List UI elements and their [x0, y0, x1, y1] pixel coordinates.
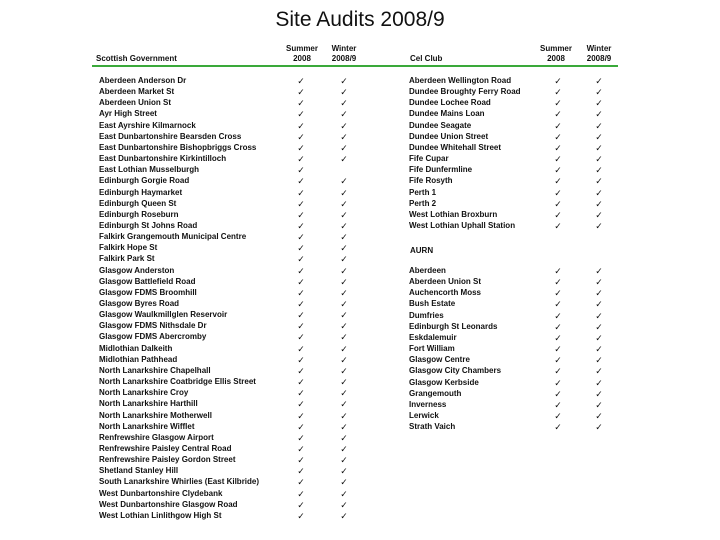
winter-check-icon: ✓	[595, 220, 603, 231]
winter-check-icon: ✓	[595, 142, 603, 153]
site-name: Edinburgh St Johns Road	[99, 220, 198, 230]
site-name: East Dunbartonshire Bearsden Cross	[99, 131, 242, 141]
winter-check-icon: ✓	[340, 243, 348, 254]
summer-check-icon: ✓	[297, 321, 305, 332]
site-name: Aberdeen Market St	[99, 87, 175, 97]
winter-check-icon: ✓	[595, 377, 603, 388]
winter-check-icon: ✓	[595, 120, 603, 131]
summer-check-icon: ✓	[554, 332, 562, 343]
summer-check-icon: ✓	[297, 165, 305, 176]
winter-check-icon: ✓	[595, 176, 603, 187]
site-name: Falkirk Hope St	[99, 243, 158, 253]
winter-check-icon: ✓	[595, 310, 603, 321]
winter-check-icon: ✓	[340, 455, 348, 466]
winter-check-icon: ✓	[340, 488, 348, 499]
summer-check-icon: ✓	[297, 399, 305, 410]
summer-check-icon: ✓	[554, 388, 562, 399]
summer-check-icon: ✓	[297, 477, 305, 488]
summer-check-icon: ✓	[554, 288, 562, 299]
site-name: Renfrewshire Glasgow Airport	[99, 432, 214, 442]
site-name: Renfrewshire Paisley Gordon Street	[99, 455, 236, 465]
summer-check-icon: ✓	[554, 399, 562, 410]
winter-check-icon: ✓	[340, 254, 348, 265]
winter-check-icon: ✓	[595, 87, 603, 98]
winter-check-icon: ✓	[340, 131, 348, 142]
summer-check-icon: ✓	[297, 455, 305, 466]
site-name: Grangemouth	[409, 388, 462, 398]
site-name: West Lothian Linlithgow High St	[99, 510, 222, 520]
site-name: Aberdeen Union St	[99, 98, 172, 108]
summer-check-icon: ✓	[297, 410, 305, 421]
site-name: North Lanarkshire Coatbridge Ellis Street	[99, 377, 256, 387]
summer-check-icon: ✓	[297, 176, 305, 187]
winter-check-icon: ✓	[595, 154, 603, 165]
summer-check-icon: ✓	[554, 198, 562, 209]
site-name: Renfrewshire Paisley Central Road	[99, 443, 232, 453]
site-name: North Lanarkshire Harthill	[99, 399, 198, 409]
summer-check-icon: ✓	[297, 120, 305, 131]
winter-check-icon: ✓	[595, 299, 603, 310]
site-name: Perth 1	[409, 187, 437, 197]
summer-check-icon: ✓	[554, 176, 562, 187]
site-name: Midlothian Pathhead	[99, 354, 178, 364]
site-name: Bush Estate	[409, 299, 456, 309]
summer-check-icon: ✓	[297, 131, 305, 142]
site-name: Glasgow Kerbside	[409, 377, 479, 387]
summer-check-icon: ✓	[554, 120, 562, 131]
site-name: Auchencorth Moss	[409, 288, 482, 298]
summer-check-icon: ✓	[554, 344, 562, 355]
site-name: Edinburgh Queen St	[99, 198, 177, 208]
site-name: Midlothian Dalkeith	[99, 343, 173, 353]
summer-check-icon: ✓	[297, 354, 305, 365]
winter-check-icon: ✓	[595, 165, 603, 176]
winter-check-icon: ✓	[340, 209, 348, 220]
summer-check-icon: ✓	[297, 510, 305, 521]
winter-check-icon: ✓	[340, 176, 348, 187]
summer-check-icon: ✓	[554, 98, 562, 109]
site-name: Glasgow FDMS Nithsdale Dr	[99, 321, 207, 331]
site-name: West Lothian Uphall Station	[409, 220, 516, 230]
summer-check-icon: ✓	[297, 488, 305, 499]
site-name: Glasgow Byres Road	[99, 299, 180, 308]
site-name: Fife Cupar	[409, 154, 449, 164]
left-summer-header-line2: 2008	[293, 54, 311, 63]
summer-check-icon: ✓	[297, 466, 305, 477]
summer-check-icon: ✓	[554, 220, 562, 231]
winter-check-icon: ✓	[340, 377, 348, 388]
summer-check-icon: ✓	[554, 131, 562, 142]
winter-check-icon: ✓	[340, 321, 348, 332]
summer-check-icon: ✓	[297, 310, 305, 321]
summer-check-icon: ✓	[554, 142, 562, 153]
winter-check-icon: ✓	[595, 344, 603, 355]
summer-check-icon: ✓	[297, 388, 305, 399]
winter-check-icon: ✓	[340, 332, 348, 343]
site-name: Aberdeen Anderson Dr	[99, 76, 187, 85]
site-name: Aberdeen Wellington Road	[409, 76, 512, 85]
winter-check-icon: ✓	[595, 388, 603, 399]
winter-check-icon: ✓	[595, 277, 603, 288]
site-name: North Lanarkshire Chapelhall	[99, 365, 211, 375]
site-name: Glasgow City Chambers	[409, 366, 502, 376]
site-name: Perth 2	[409, 198, 437, 208]
left-section-label: Scottish Government	[96, 54, 177, 63]
site-name: Edinburgh Gorgie Road	[99, 176, 190, 186]
left-winter-header-line2: 2008/9	[331, 54, 357, 63]
site-name: Dumfries	[409, 310, 444, 320]
site-name: Inverness	[409, 399, 447, 409]
summer-check-icon: ✓	[297, 187, 305, 198]
summer-check-icon: ✓	[297, 265, 305, 276]
summer-check-icon: ✓	[297, 198, 305, 209]
summer-check-icon: ✓	[297, 142, 305, 153]
right-summer-header-line1: Summer	[539, 44, 572, 53]
summer-check-icon: ✓	[297, 243, 305, 254]
summer-check-icon: ✓	[297, 421, 305, 432]
summer-check-icon: ✓	[554, 109, 562, 120]
summer-check-icon: ✓	[297, 432, 305, 443]
winter-check-icon: ✓	[340, 466, 348, 477]
winter-check-icon: ✓	[340, 443, 348, 454]
summer-check-icon: ✓	[297, 87, 305, 98]
summer-check-icon: ✓	[554, 209, 562, 220]
summer-check-icon: ✓	[554, 266, 562, 276]
winter-check-icon: ✓	[595, 198, 603, 209]
right-section-label: Cel Club	[410, 54, 443, 63]
summer-check-icon: ✓	[297, 276, 305, 287]
winter-check-icon: ✓	[595, 76, 603, 86]
aurn-section-label: AURN	[410, 246, 434, 255]
right-winter-header	[577, 44, 621, 64]
winter-check-icon: ✓	[595, 98, 603, 109]
page-title: Site Audits 2008/9	[275, 8, 445, 31]
winter-check-icon: ✓	[340, 287, 348, 298]
site-name: Glasgow Waulkmillglen Reservoir	[99, 310, 228, 320]
summer-check-icon: ✓	[554, 422, 562, 433]
summer-check-icon: ✓	[297, 299, 305, 309]
winter-check-icon: ✓	[595, 410, 603, 421]
site-name: Fort William	[409, 344, 455, 354]
left-winter-header-line1: Winter	[331, 44, 357, 53]
site-name: Lerwick	[409, 410, 439, 420]
summer-check-icon: ✓	[554, 410, 562, 421]
summer-check-icon: ✓	[554, 321, 562, 332]
winter-check-icon: ✓	[340, 354, 348, 365]
summer-check-icon: ✓	[297, 154, 305, 165]
winter-check-icon: ✓	[340, 154, 348, 165]
summer-check-icon: ✓	[297, 332, 305, 343]
site-name: North Lanarkshire Wifflet	[99, 421, 195, 431]
winter-check-icon: ✓	[340, 98, 348, 109]
winter-check-icon: ✓	[595, 321, 603, 332]
summer-check-icon: ✓	[554, 377, 562, 388]
winter-check-icon: ✓	[595, 187, 603, 198]
winter-check-icon: ✓	[340, 432, 348, 443]
right-winter-header-line1: Winter	[586, 44, 612, 53]
summer-check-icon: ✓	[297, 232, 305, 243]
summer-check-icon: ✓	[297, 209, 305, 220]
site-name: Glasgow FDMS Abercromby	[99, 332, 207, 342]
winter-check-icon: ✓	[340, 232, 348, 243]
site-name: Dundee Union Street	[409, 131, 489, 141]
winter-check-icon: ✓	[340, 388, 348, 399]
summer-check-icon: ✓	[297, 76, 305, 86]
site-name: Glasgow Anderston	[99, 265, 175, 275]
winter-check-icon: ✓	[340, 399, 348, 410]
summer-check-icon: ✓	[297, 109, 305, 120]
site-name: North Lanarkshire Croy	[99, 388, 189, 398]
summer-check-icon: ✓	[554, 87, 562, 98]
winter-check-icon: ✓	[595, 399, 603, 410]
site-name: Edinburgh St Leonards	[409, 321, 498, 331]
site-name: Strath Vaich	[409, 422, 456, 432]
winter-check-icon: ✓	[340, 343, 348, 354]
site-name: Edinburgh Haymarket	[99, 187, 183, 197]
site-name: South Lanarkshire Whirlies (East Kilbride)	[99, 477, 260, 487]
site-name: Shetland Stanley Hill	[99, 466, 179, 476]
site-name: West Lothian Broxburn	[409, 209, 498, 219]
winter-check-icon: ✓	[340, 477, 348, 488]
right-winter-header-line2: 2008/9	[586, 54, 612, 63]
summer-check-icon: ✓	[297, 377, 305, 388]
winter-check-icon: ✓	[595, 131, 603, 142]
summer-check-icon: ✓	[554, 76, 562, 86]
site-name: Glasgow Battlefield Road	[99, 276, 196, 286]
summer-check-icon: ✓	[554, 366, 562, 377]
summer-check-icon: ✓	[554, 165, 562, 176]
site-name: Dundee Broughty Ferry Road	[409, 87, 521, 97]
site-name: Glasgow Centre	[409, 355, 470, 365]
winter-check-icon: ✓	[340, 421, 348, 432]
site-name: Aberdeen	[409, 266, 446, 275]
winter-check-icon: ✓	[595, 422, 603, 433]
site-name: Fife Rosyth	[409, 176, 453, 186]
winter-check-icon: ✓	[595, 355, 603, 366]
summer-check-icon: ✓	[554, 355, 562, 366]
site-name: Fife Dunfermline	[409, 165, 473, 175]
winter-check-icon: ✓	[340, 76, 348, 86]
winter-check-icon: ✓	[340, 510, 348, 521]
winter-check-icon: ✓	[340, 198, 348, 209]
summer-check-icon: ✓	[554, 154, 562, 165]
summer-check-icon: ✓	[297, 220, 305, 231]
site-name: Dundee Whitehall Street	[409, 142, 502, 152]
summer-check-icon: ✓	[554, 310, 562, 321]
site-name: Ayr High Street	[99, 109, 157, 119]
winter-check-icon: ✓	[595, 288, 603, 299]
left-summer-header-line1: Summer	[285, 44, 318, 53]
site-name: East Lothian Musselburgh	[99, 165, 200, 175]
site-name: West Dunbartonshire Clydebank	[99, 488, 223, 498]
left-winter-header	[322, 44, 366, 64]
summer-check-icon: ✓	[297, 365, 305, 376]
winter-check-icon: ✓	[340, 365, 348, 376]
winter-check-icon: ✓	[340, 410, 348, 421]
winter-check-icon: ✓	[340, 299, 348, 309]
winter-check-icon: ✓	[595, 266, 603, 276]
winter-check-icon: ✓	[340, 499, 348, 510]
summer-check-icon: ✓	[554, 277, 562, 288]
winter-check-icon: ✓	[340, 310, 348, 321]
site-name: Falkirk Park St	[99, 254, 155, 264]
summer-check-icon: ✓	[297, 443, 305, 454]
winter-check-icon: ✓	[595, 332, 603, 343]
winter-check-icon: ✓	[595, 109, 603, 120]
site-name: Dundee Seagate	[409, 120, 472, 130]
site-name: East Dunbartonshire Bishopbriggs Cross	[99, 142, 257, 152]
site-name: East Dunbartonshire Kirkintilloch	[99, 154, 227, 164]
site-name: Eskdalemuir	[409, 332, 457, 342]
site-name: Glasgow FDMS Broomhill	[99, 287, 197, 297]
site-name: North Lanarkshire Motherwell	[99, 410, 212, 420]
winter-check-icon: ✓	[340, 109, 348, 120]
winter-check-icon: ✓	[340, 265, 348, 276]
right-summer-header	[534, 44, 578, 64]
left-summer-header	[280, 44, 324, 64]
summer-check-icon: ✓	[554, 187, 562, 198]
summer-check-icon: ✓	[297, 343, 305, 354]
winter-check-icon: ✓	[340, 120, 348, 131]
site-name: Dundee Lochee Road	[409, 98, 491, 108]
site-name: Edinburgh Roseburn	[99, 209, 179, 219]
site-name: Aberdeen Union St	[409, 277, 482, 287]
summer-check-icon: ✓	[297, 254, 305, 265]
winter-check-icon: ✓	[595, 366, 603, 377]
site-name: Dundee Mains Loan	[409, 109, 485, 119]
site-name: West Dunbartonshire Glasgow Road	[99, 499, 238, 509]
site-name: East Ayrshire Kilmarnock	[99, 120, 196, 130]
winter-check-icon: ✓	[340, 187, 348, 198]
winter-check-icon: ✓	[340, 276, 348, 287]
summer-check-icon: ✓	[297, 98, 305, 109]
summer-check-icon: ✓	[297, 287, 305, 298]
right-summer-header-line2: 2008	[547, 54, 565, 63]
winter-check-icon: ✓	[340, 220, 348, 231]
winter-check-icon: ✓	[595, 209, 603, 220]
site-name: Falkirk Grangemouth Municipal Centre	[99, 232, 247, 242]
winter-check-icon: ✓	[340, 142, 348, 153]
top-divider	[92, 65, 618, 67]
summer-check-icon: ✓	[554, 299, 562, 310]
winter-check-icon: ✓	[340, 87, 348, 98]
summer-check-icon: ✓	[297, 499, 305, 510]
